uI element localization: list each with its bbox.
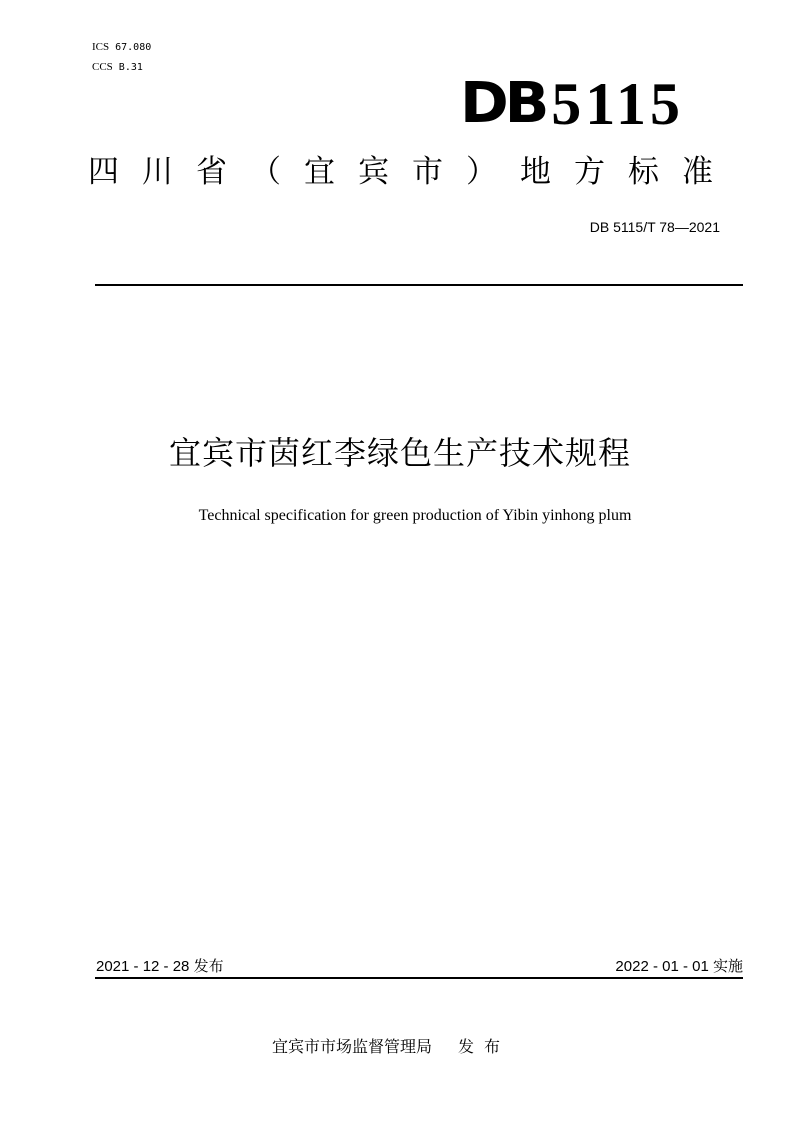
issue-date: 2021 - 12 - 28 发布 — [96, 958, 224, 975]
issuer — [272, 1034, 510, 1057]
standard-mark-letters: DB — [460, 71, 546, 136]
standard-type-title: 四川省（宜宾市）地方标准 — [88, 154, 736, 190]
ccs-code — [92, 60, 143, 75]
ccs-label: CCS — [92, 61, 113, 73]
standard-mark — [460, 70, 684, 137]
document-english-title: Technical specification for green production of Yibin yinhong plum — [198, 507, 632, 524]
issuer-action: 发布 — [458, 1037, 511, 1056]
bottom-divider — [95, 977, 743, 979]
ccs-value: B.31 — [118, 62, 143, 73]
document-title: 宜宾市茵红李绿色生产技术规程 — [168, 434, 631, 472]
implementation-date: 2022 - 01 - 01 实施 — [615, 958, 743, 975]
top-divider — [95, 284, 743, 286]
standard-number: DB 5115/T 78—2021 — [589, 219, 720, 235]
issuer-name: 宜宾市市场监督管理局 — [272, 1037, 433, 1056]
ics-value: 67.080 — [115, 42, 152, 53]
standard-mark-number: 5115 — [551, 71, 684, 137]
ics-code — [92, 40, 151, 55]
ics-label: ICS — [92, 41, 110, 53]
